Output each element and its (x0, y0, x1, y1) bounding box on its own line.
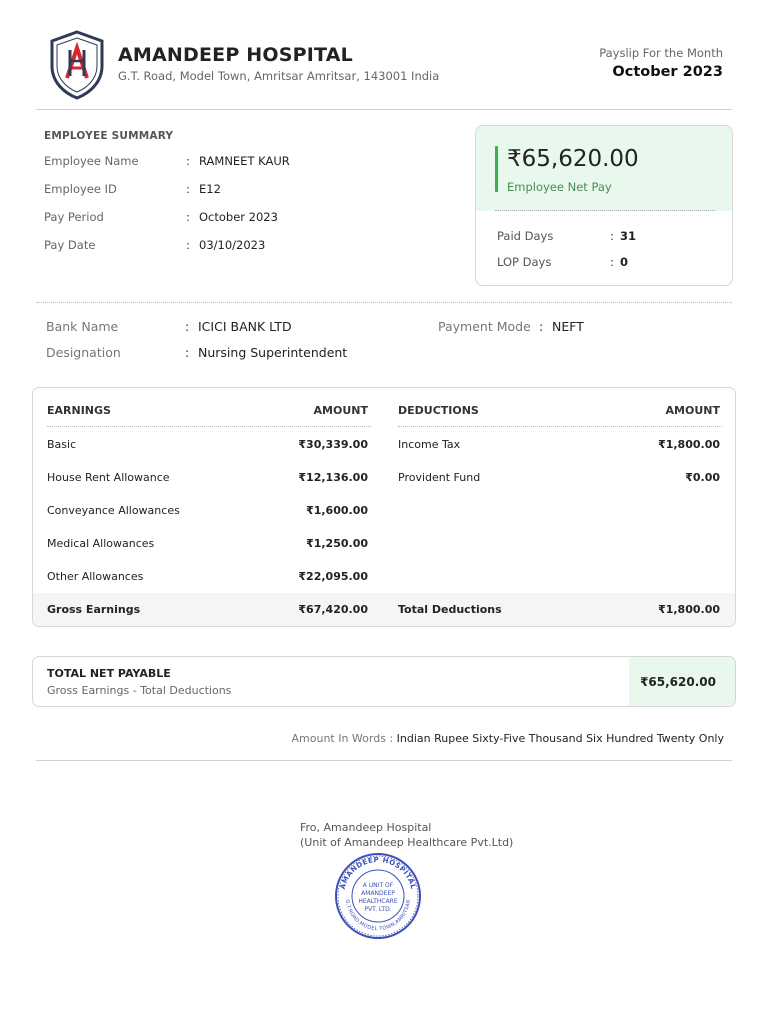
net-pay-accent-bar (495, 146, 498, 192)
colon: : (610, 229, 614, 243)
gross-earnings-amount: ₹67,420.00 (298, 603, 368, 616)
colon: : (186, 238, 190, 252)
employee-id-value: E12 (199, 182, 221, 196)
earning-item-amount: ₹1,250.00 (306, 537, 368, 550)
bank-name-row (46, 319, 306, 337)
divider (495, 210, 715, 211)
employee-name-label: Employee Name (44, 154, 139, 168)
employee-id-label: Employee ID (44, 182, 117, 196)
colon: : (539, 319, 544, 334)
total-deductions-amount: ₹1,800.00 (658, 603, 720, 616)
net-pay-amount: ₹65,620.00 (507, 146, 639, 172)
divider (36, 760, 732, 761)
earnings-deductions-table (32, 387, 736, 627)
pay-date-label: Pay Date (44, 238, 96, 252)
payment-mode-label: Payment Mode (438, 319, 531, 334)
earning-item-name: Other Allowances (47, 570, 144, 583)
paid-days-row (497, 229, 717, 245)
designation-row (46, 345, 366, 363)
hospital-stamp-icon (333, 851, 423, 941)
net-pay-label: Employee Net Pay (507, 180, 612, 194)
colon: : (186, 182, 190, 196)
deduction-item-name: Income Tax (398, 438, 461, 451)
deduction-item-amount: ₹1,800.00 (658, 438, 720, 451)
lop-days-row (497, 255, 717, 271)
total-net-payable-title: TOTAL NET PAYABLE (47, 667, 171, 680)
payment-mode-row (438, 319, 638, 337)
total-net-payable-amount: ₹65,620.00 (640, 675, 716, 689)
deductions-header: DEDUCTIONS (398, 404, 479, 417)
earning-item-amount: ₹30,339.00 (298, 438, 368, 451)
earnings-header: EARNINGS (47, 404, 111, 417)
earning-item-amount: ₹1,600.00 (306, 504, 368, 517)
bank-name-label: Bank Name (46, 319, 119, 334)
signature-line-1: Fro, Amandeep Hospital (300, 821, 432, 834)
earning-item-name: House Rent Allowance (47, 471, 170, 484)
earnings-amount-header: AMOUNT (313, 404, 368, 417)
amount-in-words-label: Amount In Words : (291, 732, 394, 745)
designation-value: Nursing Superintendent (198, 345, 348, 360)
stamp-line-1: A UNIT OF (362, 882, 394, 889)
stamp-line-2: AMANDEEP (361, 890, 395, 897)
employee-name-value: RAMNEET KAUR (199, 154, 290, 168)
paid-days-label: Paid Days (497, 229, 554, 243)
pay-period-label: Pay Period (44, 210, 104, 224)
stamp-line-4: PVT. LTD. (364, 906, 392, 913)
total-net-payable-highlight (629, 657, 735, 706)
colon: : (185, 345, 190, 360)
total-deductions-label: Total Deductions (398, 603, 502, 616)
payslip-header (36, 28, 732, 110)
signature-line-2: (Unit of Amandeep Healthcare Pvt.Ltd) (300, 836, 514, 849)
stamp-line-3: HEALTHCARE (358, 898, 398, 905)
colon: : (186, 210, 190, 224)
earning-item-amount: ₹22,095.00 (298, 570, 368, 583)
paid-days-value: 31 (620, 229, 637, 243)
earning-item-name: Conveyance Allowances (47, 504, 180, 517)
earning-item-name: Basic (47, 438, 77, 451)
total-net-payable-subtitle: Gross Earnings - Total Deductions (47, 684, 232, 697)
hospital-address: G.T. Road, Model Town, Amritsar Amritsar, 143001 India (118, 69, 440, 83)
section-divider (36, 302, 732, 303)
deductions-amount-header: AMOUNT (665, 404, 720, 417)
divider (398, 426, 722, 427)
payslip-month-label: Payslip For the Month (599, 46, 723, 60)
bank-name-value: ICICI BANK LTD (198, 319, 292, 334)
employee-summary-title: EMPLOYEE SUMMARY (44, 130, 174, 142)
stamp-outer-text: AMANDEEP HOSPITAL (338, 855, 418, 891)
hospital-logo-icon (48, 30, 106, 100)
colon: : (185, 319, 190, 334)
deduction-item-amount: ₹0.00 (685, 471, 720, 484)
deduction-item-name: Provident Fund (398, 471, 481, 484)
payment-mode-value: NEFT (552, 319, 584, 334)
earning-item-name: Medical Allowances (47, 537, 155, 550)
colon: : (186, 154, 190, 168)
stamp-lower-text: G.T.ROAD,MODEL TOWN,AMRITSAR (343, 899, 413, 933)
lop-days-value: 0 (620, 255, 629, 269)
pay-period-value: October 2023 (199, 210, 278, 224)
earning-item-amount: ₹12,136.00 (298, 471, 368, 484)
gross-earnings-label: Gross Earnings (47, 603, 141, 616)
hospital-name: AMANDEEP HOSPITAL (118, 44, 353, 66)
lop-days-label: LOP Days (497, 255, 552, 269)
payslip-month: October 2023 (612, 64, 723, 80)
amount-in-words (292, 732, 725, 745)
colon: : (610, 255, 614, 269)
designation-label: Designation (46, 345, 121, 360)
total-net-payable-card (32, 656, 736, 707)
amount-in-words-value: Indian Rupee Sixty-Five Thousand Six Hundred Twenty Only (396, 732, 724, 745)
net-pay-card (475, 125, 733, 286)
pay-date-value: 03/10/2023 (199, 238, 266, 252)
divider (47, 426, 371, 427)
